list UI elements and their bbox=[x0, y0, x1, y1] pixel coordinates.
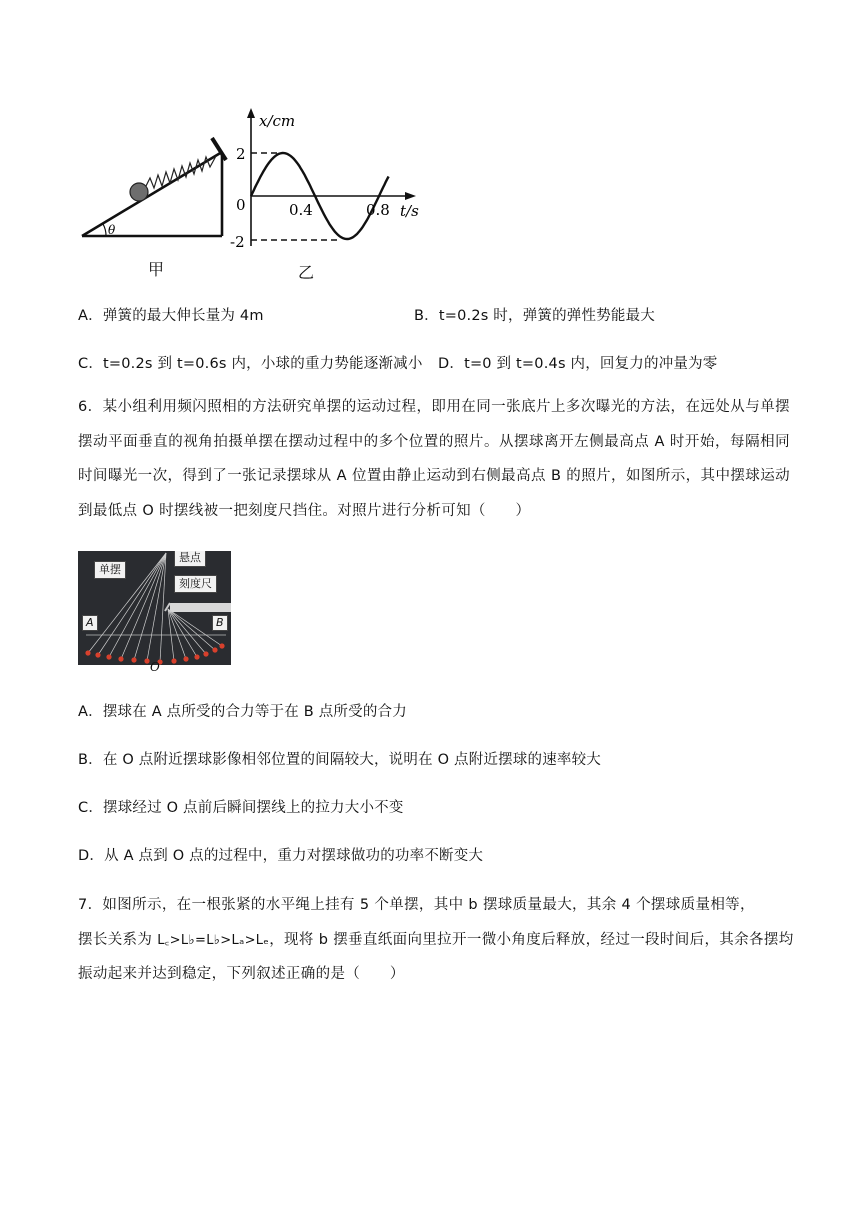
pendulum-ball-image bbox=[219, 643, 224, 648]
pendulum-ball-image bbox=[183, 656, 188, 661]
q6-option-c: C．摆球经过 O 点前后瞬间摆线上的拉力大小不变 bbox=[78, 800, 404, 816]
pendulum-ball-image bbox=[212, 647, 217, 652]
pendulum-string bbox=[121, 553, 166, 659]
q5-option-b: B．t=0.2s 时，弹簧的弹性势能最大 bbox=[414, 308, 656, 324]
tick-y-top: 2 bbox=[236, 145, 246, 163]
y-axis-label: x/cm bbox=[259, 112, 296, 130]
q7-stem-line1: 7．如图所示，在一根张紧的水平绳上挂有 5 个单摆，其中 b 摆球质量最大，其余 4 个摆球质量相等， bbox=[78, 897, 755, 913]
tick-x-1: 0.4 bbox=[289, 201, 313, 219]
q5-option-a: A．弹簧的最大伸长量为 4m bbox=[78, 308, 264, 324]
photo-label-b: B bbox=[212, 615, 228, 631]
q6-option-d: D．从 A 点到 O 点的过程中，重力对摆球做功的功率不断变大 bbox=[78, 848, 484, 864]
q5-option-d: D．t=0 到 t=0.4s 内，回复力的冲量为零 bbox=[438, 356, 718, 372]
pendulum-ball-image bbox=[194, 654, 199, 659]
figure-yi-label: 乙 bbox=[298, 263, 315, 282]
q7-length-relation: L꜀>L♭=L♭>Lₐ>Lₑ bbox=[157, 933, 270, 948]
q5-option-c: C．t=0.2s 到 t=0.6s 内，小球的重力势能逐渐减小 bbox=[78, 356, 423, 372]
photo-label-pendulum: 单摆 bbox=[94, 561, 126, 579]
pendulum-ball-image bbox=[203, 651, 208, 656]
theta-label: θ bbox=[108, 223, 116, 237]
q7-stem-line3: 振动起来并达到稳定，下列叙述正确的是（ ） bbox=[78, 966, 405, 982]
pendulum-ball-image bbox=[85, 650, 90, 655]
tick-y-bottom: -2 bbox=[230, 233, 245, 251]
pendulum-ball-image bbox=[171, 658, 176, 663]
q6-stem: 6．某小组利用频闪照相的方法研究单摆的运动过程，即用在同一张底片上多次曝光的方法，在远处从与单摆摆动平面垂直的视角拍摄单摆在摆动过程中的多个位置的照片。从摆球离开左侧最高点 A 时开始，每隔相同时间曝光一次，得到了一张记录摆球从 A 位置由静止运动到右侧最高点 B 的照片，如图所示，其中摆球运动到最低点 O 时摆线被一把刻度尺挡住。对照片进行分析可知（ ） bbox=[78, 399, 790, 519]
figure-jia bbox=[76, 128, 236, 278]
photo-label-a: A bbox=[82, 615, 98, 631]
q6-option-b: B．在 O 点附近摆球影像相邻位置的间隔较大，说明在 O 点附近摆球的速率较大 bbox=[78, 752, 602, 768]
pendulum-photo bbox=[78, 551, 231, 665]
x-axis-label: t/s bbox=[400, 202, 419, 220]
photo-label-o: O bbox=[150, 660, 160, 674]
pendulum-ball-image bbox=[106, 654, 111, 659]
pendulum-ball-image bbox=[95, 652, 100, 657]
photo-label-ruler: 刻度尺 bbox=[174, 575, 217, 593]
q7-stem-line2 bbox=[78, 930, 794, 951]
tick-y-zero: 0 bbox=[236, 196, 246, 214]
q6-option-a: A．摆球在 A 点所受的合力等于在 B 点所受的合力 bbox=[78, 704, 407, 720]
pendulum-ball-image bbox=[144, 658, 149, 663]
q7-stem-line2-suffix: ，现将 b 摆垂直纸面向里拉开一微小角度后释放，经过一段时间后，其余各摆均 bbox=[269, 932, 794, 948]
figure-jia-label: 甲 bbox=[148, 260, 165, 279]
pendulum-ball-image bbox=[118, 656, 123, 661]
pendulum-ball-image bbox=[131, 657, 136, 662]
q7-stem-line2-prefix: 摆长关系为 bbox=[78, 932, 158, 948]
figure-yi-graph bbox=[228, 106, 428, 256]
tick-x-2: 0.8 bbox=[366, 201, 390, 219]
photo-label-pivot: 悬点 bbox=[174, 551, 206, 567]
